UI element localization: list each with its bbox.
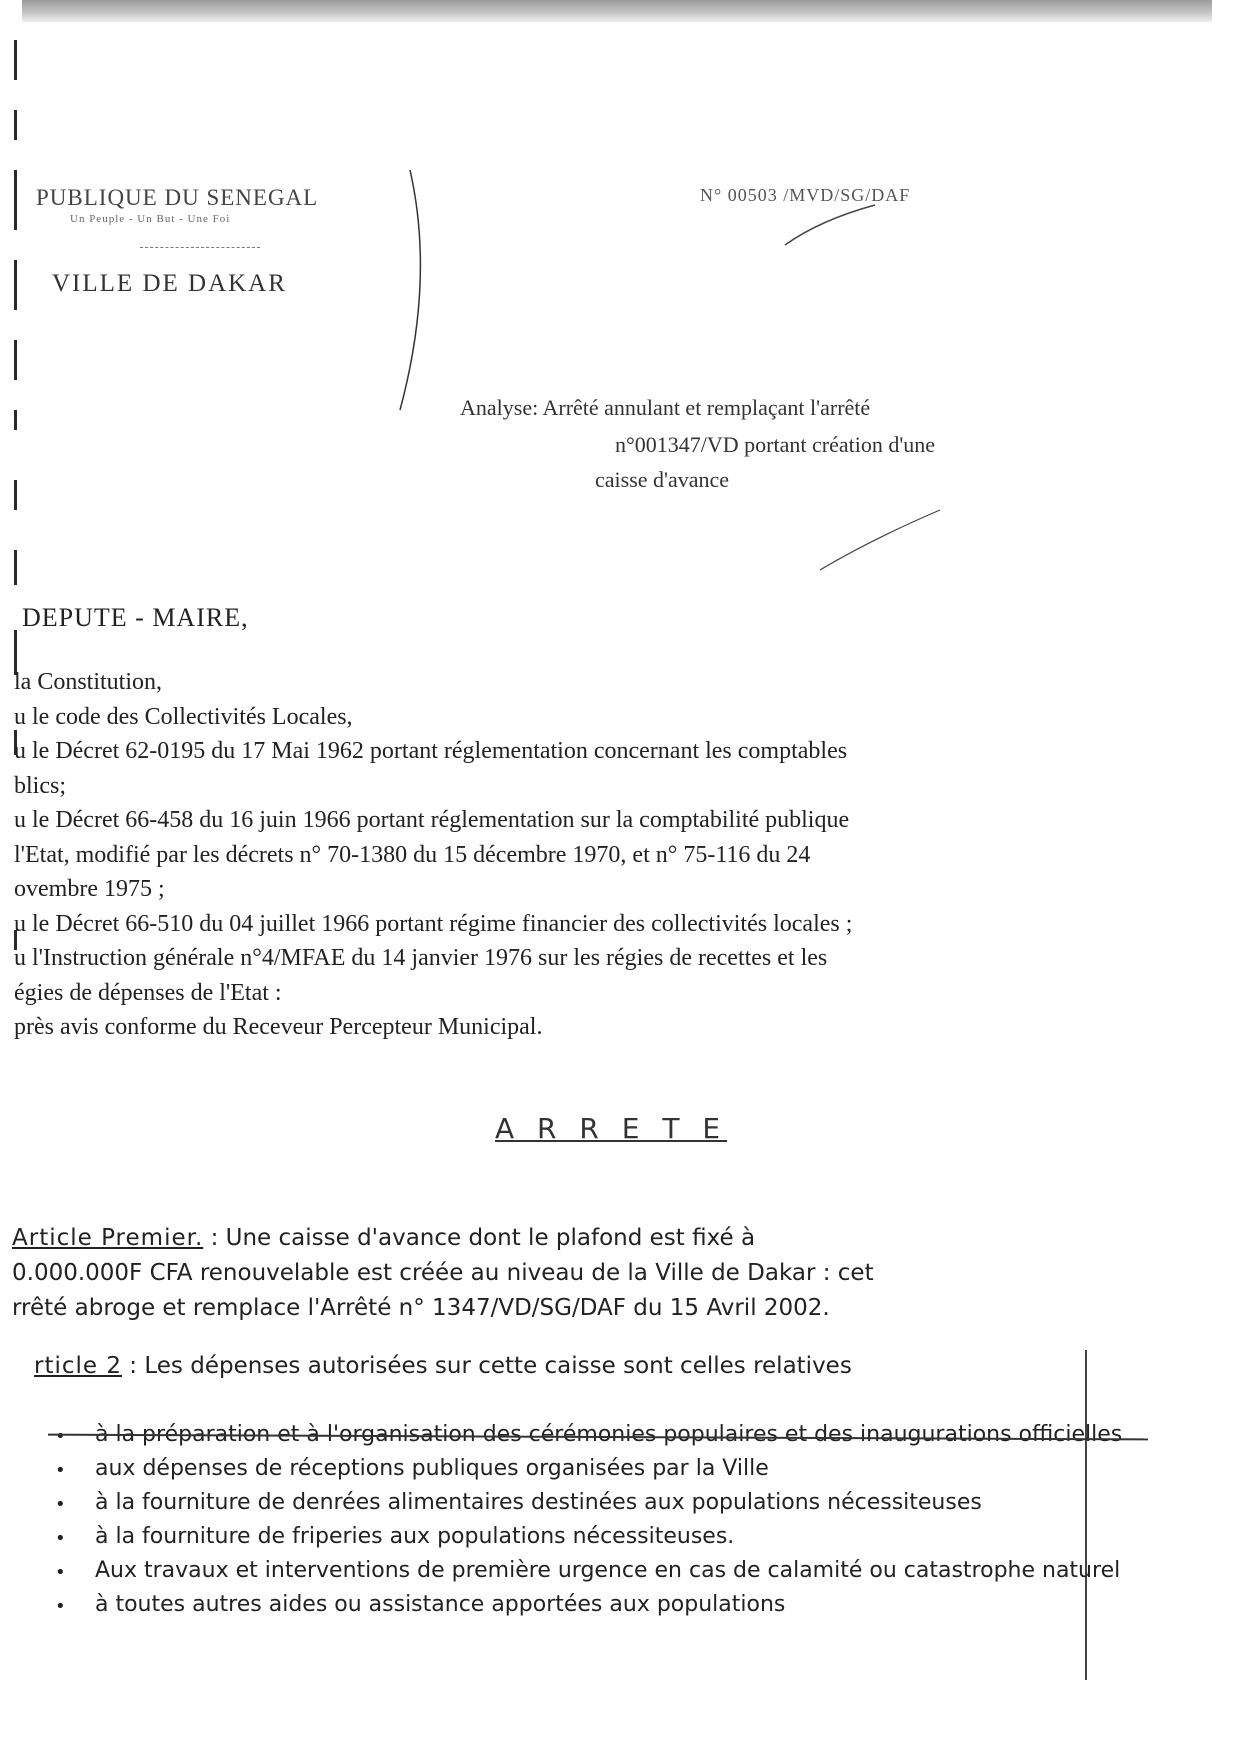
visa-line: blics; — [14, 772, 66, 799]
arrete-title: A R R E T E — [495, 1112, 728, 1145]
article-1-line-2: 0.000.000F CFA renouvelable est créée au niveau de la Ville de Dakar : cet — [12, 1260, 874, 1286]
header-divider — [140, 247, 260, 248]
bullet-icon: • — [55, 1494, 66, 1515]
visa-line: près avis conforme du Receveur Percepteur Municipal. — [14, 1014, 543, 1040]
scan-top-border — [22, 0, 1212, 22]
pen-stroke — [790, 500, 950, 580]
objet-line-1: Analyse: Arrêté annulant et remplaçant l'arrêté — [460, 395, 871, 420]
list-item: • à la fourniture de friperies aux populations nécessiteuses. — [55, 1522, 1165, 1551]
list-item: • à toutes autres aides ou assistance apportées aux populations — [55, 1590, 1165, 1619]
list-item: • aux dépenses de réceptions publiques organisées par la Ville — [55, 1454, 1165, 1483]
list-item: • à la fourniture de denrées alimentaires destinées aux populations nécessiteuses — [55, 1488, 1165, 1517]
list-item: • à la préparation et à l'organisation des cérémonies populaires et des inaugurations officielles — [55, 1420, 1165, 1449]
maire-title: DEPUTE - MAIRE, — [22, 603, 249, 632]
visa-line: la Constitution, — [14, 669, 163, 695]
bullet-icon: • — [55, 1528, 66, 1549]
header-bracket-stroke — [380, 160, 440, 420]
city-name: VILLE DE DAKAR — [52, 270, 287, 297]
visas-block — [14, 665, 1174, 1045]
reference-flourish — [780, 200, 880, 250]
visa-line: u le Décret 62-0195 du 17 Mai 1962 portant réglementation concernant les comptables — [14, 738, 848, 764]
bullet-icon: • — [55, 1460, 66, 1481]
bullet-icon: • — [55, 1426, 66, 1447]
article-1-line-3: rrêté abroge et remplace l'Arrêté n° 1347/VD/SG/DAF du 15 Avril 2002. — [12, 1295, 830, 1321]
objet-line-2: n°001347/VD portant création d'une — [615, 432, 936, 457]
bullet-icon: • — [55, 1562, 66, 1583]
national-motto: Un Peuple - Un But - Une Foi — [70, 213, 231, 225]
visa-line: u le code des Collectivités Locales, — [14, 703, 353, 730]
bullet-icon: • — [55, 1596, 66, 1617]
article-2-text: : Les dépenses autorisées sur cette caisse sont celles relatives — [122, 1353, 852, 1379]
article-1-heading: Article Premier. — [12, 1225, 204, 1251]
visa-line: ovembre 1975 ; — [14, 876, 165, 902]
article-1 — [12, 1221, 1192, 1326]
republic-header: PUBLIQUE DU SENEGAL — [36, 185, 319, 210]
article-1-line-1: : Une caisse d'avance dont le plafond est fixé à — [203, 1225, 756, 1251]
objet-line-3: caisse d'avance — [595, 467, 730, 492]
article-2-heading: rticle 2 — [34, 1353, 122, 1379]
visa-line: u le Décret 66-458 du 16 juin 1966 portant réglementation sur la comptabilité publique — [14, 807, 850, 833]
article-2 — [34, 1353, 852, 1379]
visa-line: égies de dépenses de l'Etat : — [14, 979, 282, 1006]
reference-number: N° 00503 /MVD/SG/DAF — [700, 185, 911, 205]
list-item: • Aux travaux et interventions de première urgence en cas de calamité ou catastrophe naturel — [55, 1556, 1165, 1585]
visa-line: u le Décret 66-510 du 04 juillet 1966 portant régime financier des collectivités locales ; — [14, 910, 853, 937]
expense-list — [55, 1420, 1165, 1624]
visa-line: u l'Instruction générale n°4/MFAE du 14 janvier 1976 sur les régies de recettes et les — [14, 945, 828, 971]
visa-line: l'Etat, modifié par les décrets n° 70-1380 du 15 décembre 1970, et n° 75-116 du 24 — [14, 841, 811, 868]
